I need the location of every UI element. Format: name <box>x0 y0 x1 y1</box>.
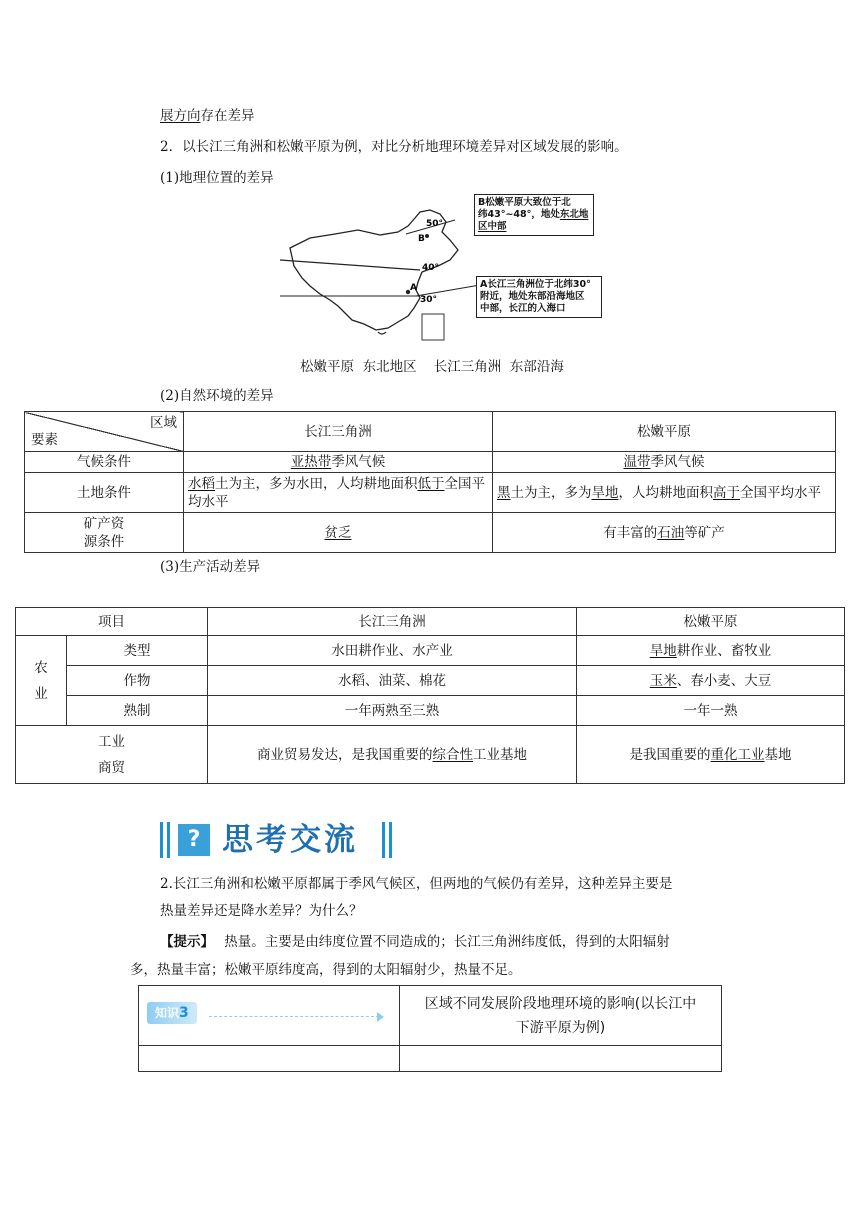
badge-text: 知识 <box>155 1006 180 1020</box>
underlined-text: 旱地 <box>649 642 677 659</box>
text: 等矿产 <box>684 524 725 541</box>
text: 土为主，多为水田，人均耕地面积 <box>215 475 418 492</box>
text: 商业贸易发达，是我国重要的 <box>257 746 433 763</box>
text: 基地 <box>764 746 792 763</box>
cell: 一年两熟至三熟 <box>208 696 577 726</box>
knowledge-badge-cell <box>139 986 400 1046</box>
cell <box>577 666 845 696</box>
point-a-label: A <box>410 283 417 293</box>
box-b-line <box>478 209 590 221</box>
knowledge-title-line: 下游平原为例) <box>515 1019 606 1036</box>
cell <box>184 452 493 473</box>
text: 土为主，多为 <box>510 484 592 501</box>
badge-num: 3 <box>179 1005 189 1021</box>
bar-decoration <box>382 822 385 858</box>
underlined-text: 贫乏 <box>324 524 352 541</box>
underlined-text: 黑 <box>497 484 511 501</box>
text: 是我国重要的 <box>629 746 711 763</box>
cell: 一年一熟 <box>577 696 845 726</box>
header-songnen: 松嫩平原 <box>577 608 845 636</box>
production-activities-table <box>15 607 845 784</box>
question-line-2: 热量差异还是降水差异？为什么？ <box>160 903 363 919</box>
header-yangtze: 长江三角洲 <box>184 412 493 452</box>
section-2-title: 2．以长江三角洲和松嫩平原为例，对比分析地理环境差异对区域发展的影响。 <box>160 139 628 155</box>
think-discuss-heading <box>160 818 410 862</box>
cell <box>577 726 845 784</box>
box-a-line: 中部，长江的入海口 <box>480 303 566 314</box>
hint-label: 【提示】 <box>160 934 214 950</box>
sub-1-title: (1)地理位置的差异 <box>160 170 274 186</box>
underlined-text: 综合性 <box>432 746 474 763</box>
top-line <box>160 104 255 124</box>
knowledge-title-line: 区域不同发展阶段地理环境的影响(以长江中 <box>424 995 697 1012</box>
text: 纬43°~48°，地处 <box>478 209 560 220</box>
natural-environment-table <box>24 411 836 553</box>
text: ，人均耕地面积 <box>618 484 713 501</box>
text: 工业 <box>98 733 126 750</box>
dashed-arrow <box>209 1016 379 1017</box>
row-label-minerals <box>25 513 184 553</box>
question-line-1: 2.长江三角洲和松嫩平原都属于季风气候区，但两地的气候仍有差异，这种差异主要是 <box>160 876 673 892</box>
cell: 水田耕作业、水产业 <box>208 636 577 666</box>
underlined-text: 低于 <box>417 475 445 492</box>
text: 矿产资 <box>83 515 125 532</box>
cell <box>493 513 836 553</box>
underlined-text: 玉米 <box>649 672 677 689</box>
lat-30-label: 30° <box>420 295 438 305</box>
cell: 水稻、油菜、棉花 <box>208 666 577 696</box>
underlined-text: 石油 <box>657 524 685 541</box>
text: 季风气候 <box>331 454 386 470</box>
bar-decoration <box>389 822 392 858</box>
header-item: 项目 <box>16 608 208 636</box>
text: 存在差异 <box>200 108 255 124</box>
cell <box>208 726 577 784</box>
cell <box>184 513 493 553</box>
corner-cell <box>25 412 184 452</box>
row-label-type: 类型 <box>67 636 208 666</box>
text: 耕作业、畜牧业 <box>676 642 772 659</box>
underlined-text: 重化工业 <box>710 746 765 763</box>
text: 有丰富的 <box>603 524 658 541</box>
underlined-text: 区中部 <box>478 221 507 232</box>
row-label-climate: 气候条件 <box>25 452 184 473</box>
row-label-land: 土地条件 <box>25 473 184 513</box>
lat-50-label: 50° <box>426 219 444 229</box>
underlined-text: 高于 <box>713 484 740 501</box>
sub-2-title: (2)自然环境的差异 <box>160 388 274 404</box>
cell <box>493 452 836 473</box>
arrow-head-icon <box>377 1012 384 1022</box>
text: 农 <box>34 659 48 676</box>
empty-cell <box>400 1046 722 1072</box>
underlined-text: 展方向 <box>160 108 201 124</box>
agri-label <box>16 636 67 726</box>
corner-top: 区域 <box>150 415 177 431</box>
think-title: 思考交流 <box>222 822 358 858</box>
china-map <box>280 190 600 350</box>
underlined-text: 旱地 <box>591 484 619 501</box>
map-box-b <box>474 194 594 236</box>
underlined-text: 亚热带 <box>290 454 332 470</box>
box-a-line: 附近，地处东部沿海地区 <box>480 291 585 302</box>
corner-bottom: 要素 <box>31 432 58 448</box>
lat-40-label: 40° <box>422 263 440 273</box>
text: 商贸 <box>98 759 126 776</box>
cell <box>493 473 836 513</box>
underlined-text: 温带 <box>623 454 651 470</box>
hint-line-1 <box>160 930 670 950</box>
text: 季风气候 <box>650 454 705 470</box>
empty-cell <box>139 1046 400 1072</box>
bar-decoration <box>167 822 170 858</box>
row-label-cropping: 熟制 <box>67 696 208 726</box>
sub-3-title: (3)生产活动差异 <box>160 559 261 575</box>
knowledge-badge <box>147 1002 197 1024</box>
map-caption: 松嫩平原 东北地区 长江三角洲 东部沿海 <box>300 359 564 375</box>
box-b-line: B松嫩平原大致位于北 <box>478 197 571 208</box>
header-songnen: 松嫩平原 <box>493 412 836 452</box>
row-label-crops: 作物 <box>67 666 208 696</box>
row-label-industry <box>16 726 208 784</box>
cell <box>184 473 493 513</box>
cell <box>577 636 845 666</box>
hint-line-2: 多，热量丰富；松嫩平原纬度高，得到的太阳辐射少，热量不足。 <box>130 962 522 978</box>
text: 源条件 <box>83 533 125 550</box>
underlined-text: 水稻 <box>188 475 215 492</box>
point-b-label: B <box>418 234 425 244</box>
text: 工业基地 <box>473 746 528 763</box>
header-yangtze: 长江三角洲 <box>208 608 577 636</box>
question-icon: ? <box>178 824 210 856</box>
box-b-line <box>478 221 590 233</box>
text: 全国平均水平 <box>740 484 821 501</box>
hint-text: 热量。主要是由纬度位置不同造成的；长江三角洲纬度低，得到的太阳辐射 <box>224 934 670 950</box>
box-a-line: A长江三角洲位于北纬30° <box>480 279 591 290</box>
text: 全国平均水平 <box>188 475 485 510</box>
map-box-a <box>476 276 602 318</box>
underlined-text: 东北地 <box>559 209 589 220</box>
text: 、春小麦、大豆 <box>676 672 772 689</box>
text: 业 <box>34 685 48 702</box>
bar-decoration <box>160 822 163 858</box>
knowledge-table <box>138 985 722 1072</box>
knowledge-title-cell <box>400 986 722 1046</box>
